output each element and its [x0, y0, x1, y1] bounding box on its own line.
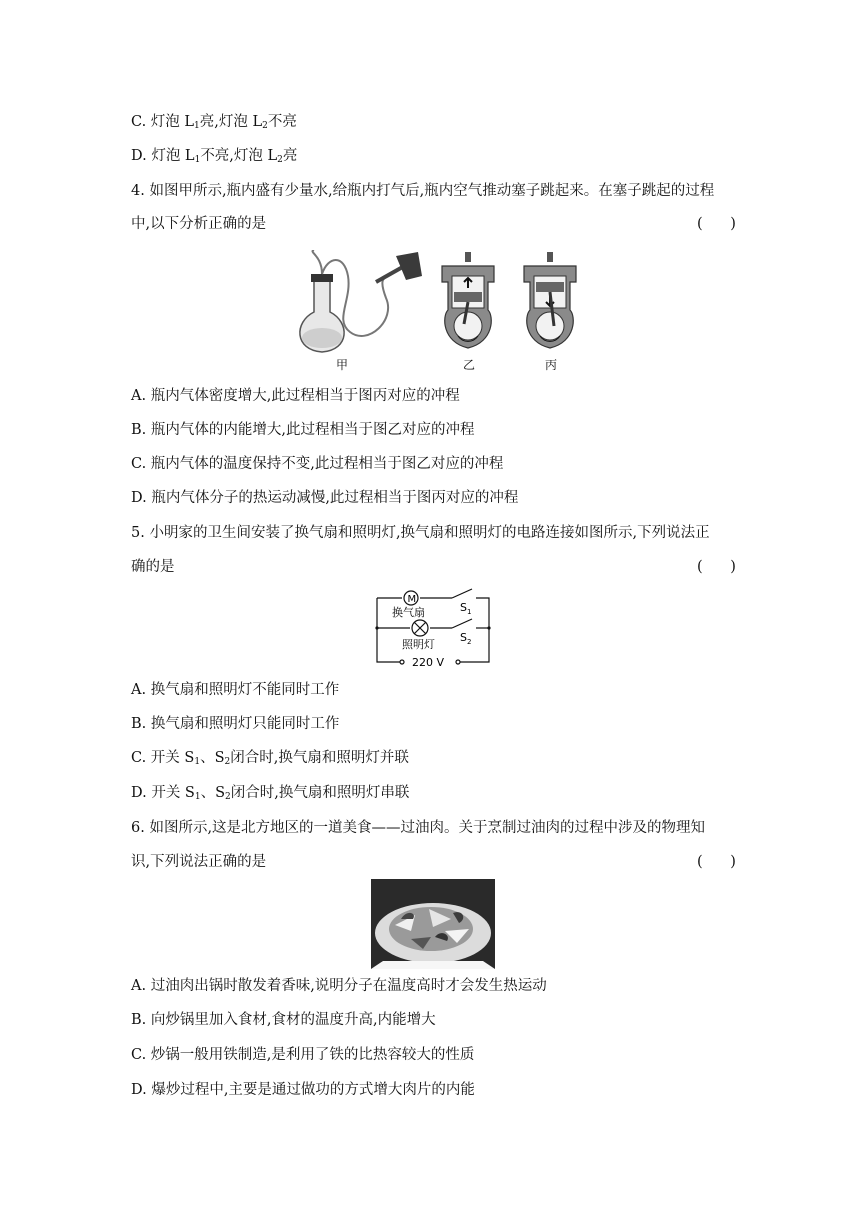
q6-stem-line1: 6. 如图所示,这是北方地区的一道美食——过油肉。关于烹制过油肉的过程中涉及的物理知 [131, 820, 706, 836]
figure-label-bing: 丙 [545, 358, 558, 372]
q6-stem-line2: 识,下列说法正确的是 [131, 854, 267, 870]
food-photo [371, 879, 495, 969]
option-text: D. 灯泡 L [131, 148, 195, 164]
switch-s2-label [460, 631, 471, 646]
s1-subscript: 1 [466, 608, 472, 616]
option-text: C. 灯泡 L [131, 114, 195, 130]
option-text: 不亮 [267, 114, 297, 130]
lamp-cross [415, 623, 426, 634]
piston [454, 292, 482, 302]
subscript: 2 [225, 792, 231, 802]
q4-option-b: B. 瓶内气体的内能增大,此过程相当于图乙对应的冲程 [131, 422, 475, 438]
crankcase [454, 312, 482, 340]
q6-option-c: C. 炒锅一般用铁制造,是利用了铁的比热容较大的性质 [131, 1047, 475, 1063]
terminal-left [400, 660, 404, 664]
subscript: 1 [194, 121, 200, 131]
option-text: 、S [200, 750, 225, 766]
q4-option-a: A. 瓶内气体密度增大,此过程相当于图丙对应的冲程 [131, 388, 460, 404]
q6-option-d: D. 爆炒过程中,主要是通过做功的方式增大肉片的内能 [131, 1082, 475, 1098]
subscript: 1 [194, 757, 201, 767]
motor-label: M [407, 594, 417, 605]
option-text: C. 开关 S [131, 750, 195, 766]
subscript: 2 [224, 757, 231, 767]
option-text: 亮 [282, 148, 298, 164]
q4-stem-line1: 4. 如图甲所示,瓶内盛有少量水,给瓶内打气后,瓶内空气推动塞子跳起来。在塞子跳起的过程 [131, 183, 715, 199]
engine-figure-bing [520, 252, 580, 352]
circuit-diagram [372, 586, 494, 670]
switch-s2-blade [452, 619, 472, 628]
q5-option-d [131, 783, 409, 807]
spark-plug [465, 252, 471, 262]
q3-option-c [131, 112, 297, 136]
q5-stem-line1: 5. 小明家的卫生间安装了换气扇和照明灯,换气扇和照明灯的电路连接如图所示,下列说法正 [131, 525, 710, 541]
q5-answer-blank: ( ) [697, 559, 736, 575]
option-text: 不亮,灯泡 L [200, 148, 278, 164]
terminal-right [456, 660, 460, 664]
q5-stem-line2: 确的是 [131, 559, 175, 575]
switch-s1-blade [452, 589, 472, 598]
q5-option-a: A. 换气扇和照明灯不能同时工作 [131, 682, 340, 698]
hand [396, 252, 422, 280]
subscript: 1 [194, 792, 201, 802]
q3-option-d [131, 146, 297, 170]
q4-option-d: D. 瓶内气体分子的热运动减慢,此过程相当于图丙对应的冲程 [131, 490, 519, 506]
figure-label-jia: 甲 [336, 358, 349, 372]
subscript: 2 [277, 155, 283, 165]
switch-s1-label [460, 601, 471, 616]
option-text: 闭合时,换气扇和照明灯串联 [230, 785, 410, 801]
q4-stem-line2: 中,以下分析正确的是 [131, 216, 267, 232]
voltage-label: 220 V [412, 656, 445, 669]
figure-label-yi: 乙 [463, 358, 476, 372]
water-in-flask [302, 328, 342, 348]
option-text: D. 开关 S [131, 785, 195, 801]
q4-option-c: C. 瓶内气体的温度保持不变,此过程相当于图乙对应的冲程 [131, 456, 504, 472]
lamp-label: 照明灯 [402, 638, 435, 651]
flask-stopper [311, 274, 333, 282]
option-text: 、S [200, 785, 226, 801]
spark-plug [547, 252, 553, 262]
s2-letter: S [460, 631, 467, 644]
q4-answer-blank: ( ) [697, 216, 736, 232]
q6-option-b: B. 向炒锅里加入食材,食材的温度升高,内能增大 [131, 1012, 436, 1028]
subscript: 1 [194, 155, 201, 165]
engine-figure-yi [438, 252, 498, 352]
q6-answer-blank: ( ) [697, 854, 736, 870]
fan-label: 换气扇 [392, 606, 425, 619]
subscript: 2 [262, 121, 268, 131]
s2-subscript: 2 [466, 638, 472, 646]
q6-option-a: A. 过油肉出锅时散发着香味,说明分子在温度高时才会发生热运动 [131, 978, 547, 994]
option-text: 亮,灯泡 L [199, 114, 263, 130]
flask-pump-figure [288, 250, 423, 355]
crankcase [536, 312, 564, 340]
piston [536, 282, 564, 292]
q5-option-b: B. 换气扇和照明灯只能同时工作 [131, 716, 340, 732]
s1-letter: S [460, 601, 467, 614]
q5-option-c [131, 748, 409, 772]
option-text: 闭合时,换气扇和照明灯并联 [230, 750, 409, 766]
